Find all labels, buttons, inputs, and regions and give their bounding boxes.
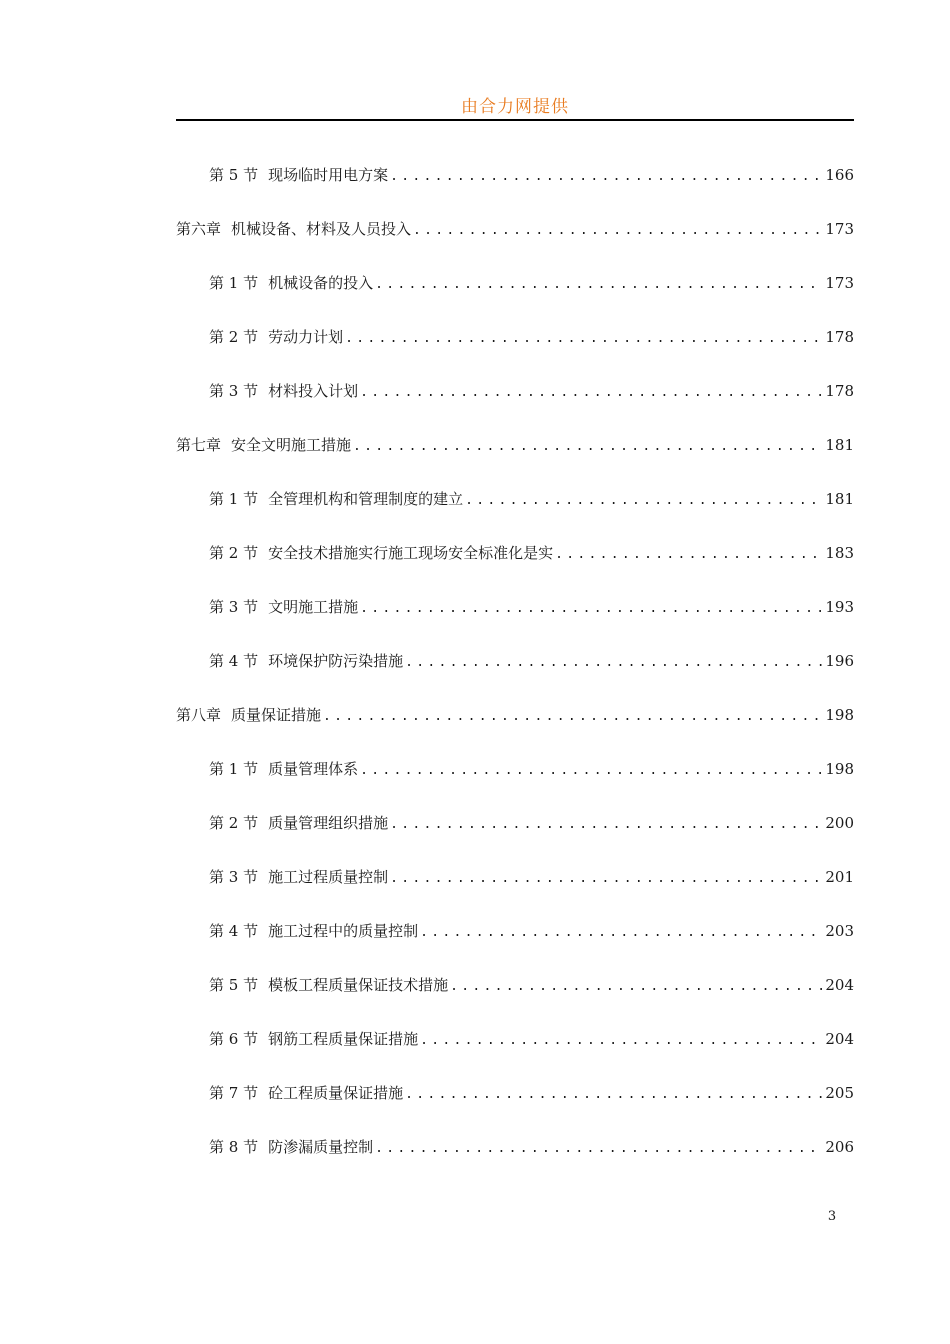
toc-entry-page: 183 (825, 544, 854, 562)
toc-entry-page: 196 (825, 652, 854, 670)
toc-entry-page: 178 (825, 328, 854, 346)
toc-entry-title: 现场临时用电方案 (268, 166, 389, 184)
toc-entry-title: 机械设备、材料及人员投入 (231, 220, 412, 238)
toc-entry-ch8-sec7[interactable] (209, 1082, 854, 1104)
dot-leader (413, 220, 823, 242)
toc-entry-number: 第 1 节 (209, 274, 259, 292)
toc-entry-title: 安全文明施工措施 (231, 436, 352, 454)
toc-entry-ch6-sec2[interactable] (209, 326, 854, 348)
toc-entry-number: 第 4 节 (209, 652, 259, 670)
toc-entry-page: 205 (825, 1084, 854, 1102)
toc-entry-ch7-sec3[interactable] (209, 596, 854, 618)
toc-entry-ch8-sec8[interactable] (209, 1136, 854, 1158)
toc-entry-number: 第 2 节 (209, 328, 259, 346)
toc-entry-number: 第 6 节 (209, 1030, 259, 1048)
toc-entry-page: 166 (825, 166, 854, 184)
toc-entry-ch8-sec6[interactable] (209, 1028, 854, 1050)
toc-entry-number: 第 7 节 (209, 1084, 259, 1102)
toc-entry-title: 砼工程质量保证措施 (268, 1084, 404, 1102)
toc-entry-number: 第 3 节 (209, 868, 259, 886)
toc-entry-title: 钢筋工程质量保证措施 (268, 1030, 419, 1048)
toc-entry-page: 206 (825, 1138, 854, 1156)
toc-entry-page: 198 (825, 760, 854, 778)
toc-entry-title: 模板工程质量保证技术措施 (268, 976, 449, 994)
toc-entry-page: 181 (825, 490, 854, 508)
toc-entry-number: 第六章 (176, 220, 222, 238)
toc-entry-title: 施工过程质量控制 (268, 868, 389, 886)
toc-entry-ch7-sec1[interactable] (209, 488, 854, 510)
toc-entry-page: 203 (825, 922, 854, 940)
toc-entry-ch6-sec3[interactable] (209, 380, 854, 402)
dot-leader (360, 598, 823, 620)
page-number: 3 (827, 1209, 837, 1224)
toc-entry-ch8-sec1[interactable] (209, 758, 854, 780)
dot-leader (555, 544, 823, 566)
toc-entry-ch7-sec4[interactable] (209, 650, 854, 672)
toc-entry-page: 200 (825, 814, 854, 832)
toc-entry-page: 198 (825, 706, 854, 724)
toc-entry-ch5-sec5[interactable] (209, 164, 854, 186)
toc-entry-title: 质量管理体系 (268, 760, 359, 778)
dot-leader (390, 868, 823, 890)
dot-leader (323, 706, 823, 728)
toc-entry-ch6[interactable] (176, 218, 854, 240)
dot-leader (353, 436, 823, 458)
toc-entry-ch8-sec5[interactable] (209, 974, 854, 996)
toc-entry-number: 第 1 节 (209, 490, 259, 508)
toc-entry-title: 防渗漏质量控制 (268, 1138, 374, 1156)
dot-leader (375, 274, 823, 296)
toc-entry-page: 173 (825, 274, 854, 292)
toc-entry-ch7-sec2[interactable] (209, 542, 854, 564)
dot-leader (390, 166, 823, 188)
toc-entry-page: 204 (825, 976, 854, 994)
toc-entry-number: 第 8 节 (209, 1138, 259, 1156)
toc-entry-number: 第八章 (176, 706, 222, 724)
toc-entry-number: 第 5 节 (209, 976, 259, 994)
page-header: 由合力网提供 (461, 97, 569, 117)
toc-entry-title: 材料投入计划 (268, 382, 359, 400)
dot-leader (360, 382, 823, 404)
toc-entry-ch7[interactable] (176, 434, 854, 456)
toc-entry-title: 安全技术措施实行施工现场安全标准化是实 (268, 544, 554, 562)
toc-entry-page: 173 (825, 220, 854, 238)
toc-entry-number: 第 3 节 (209, 382, 259, 400)
toc-entry-page: 193 (825, 598, 854, 616)
toc-entry-ch8-sec4[interactable] (209, 920, 854, 942)
toc-entry-title: 文明施工措施 (268, 598, 359, 616)
toc-entry-number: 第 1 节 (209, 760, 259, 778)
toc-entry-title: 质量保证措施 (231, 706, 322, 724)
toc-entry-number: 第 3 节 (209, 598, 259, 616)
toc-entry-ch6-sec1[interactable] (209, 272, 854, 294)
toc-entry-title: 全管理机构和管理制度的建立 (268, 490, 464, 508)
toc-entry-number: 第七章 (176, 436, 222, 454)
dot-leader (375, 1138, 823, 1160)
dot-leader (420, 1030, 823, 1052)
toc-entry-page: 204 (825, 1030, 854, 1048)
dot-leader (465, 490, 823, 512)
dot-leader (450, 976, 823, 998)
dot-leader (405, 652, 823, 674)
toc-entry-page: 178 (825, 382, 854, 400)
toc-entry-number: 第 2 节 (209, 544, 259, 562)
toc-entry-title: 劳动力计划 (268, 328, 344, 346)
toc-entry-page: 201 (825, 868, 854, 886)
toc-entry-number: 第 5 节 (209, 166, 259, 184)
toc-entry-ch8-sec2[interactable] (209, 812, 854, 834)
toc-entry-ch8-sec3[interactable] (209, 866, 854, 888)
toc-entry-page: 181 (825, 436, 854, 454)
toc-entry-title: 质量管理组织措施 (268, 814, 389, 832)
toc-entry-title: 施工过程中的质量控制 (268, 922, 419, 940)
dot-leader (345, 328, 823, 350)
dot-leader (390, 814, 823, 836)
toc-entry-ch8[interactable] (176, 704, 854, 726)
toc-entry-number: 第 2 节 (209, 814, 259, 832)
toc-entry-title: 环境保护防污染措施 (268, 652, 404, 670)
toc-entry-title: 机械设备的投入 (268, 274, 374, 292)
dot-leader (405, 1084, 823, 1106)
toc-entry-number: 第 4 节 (209, 922, 259, 940)
dot-leader (360, 760, 823, 782)
dot-leader (420, 922, 823, 944)
